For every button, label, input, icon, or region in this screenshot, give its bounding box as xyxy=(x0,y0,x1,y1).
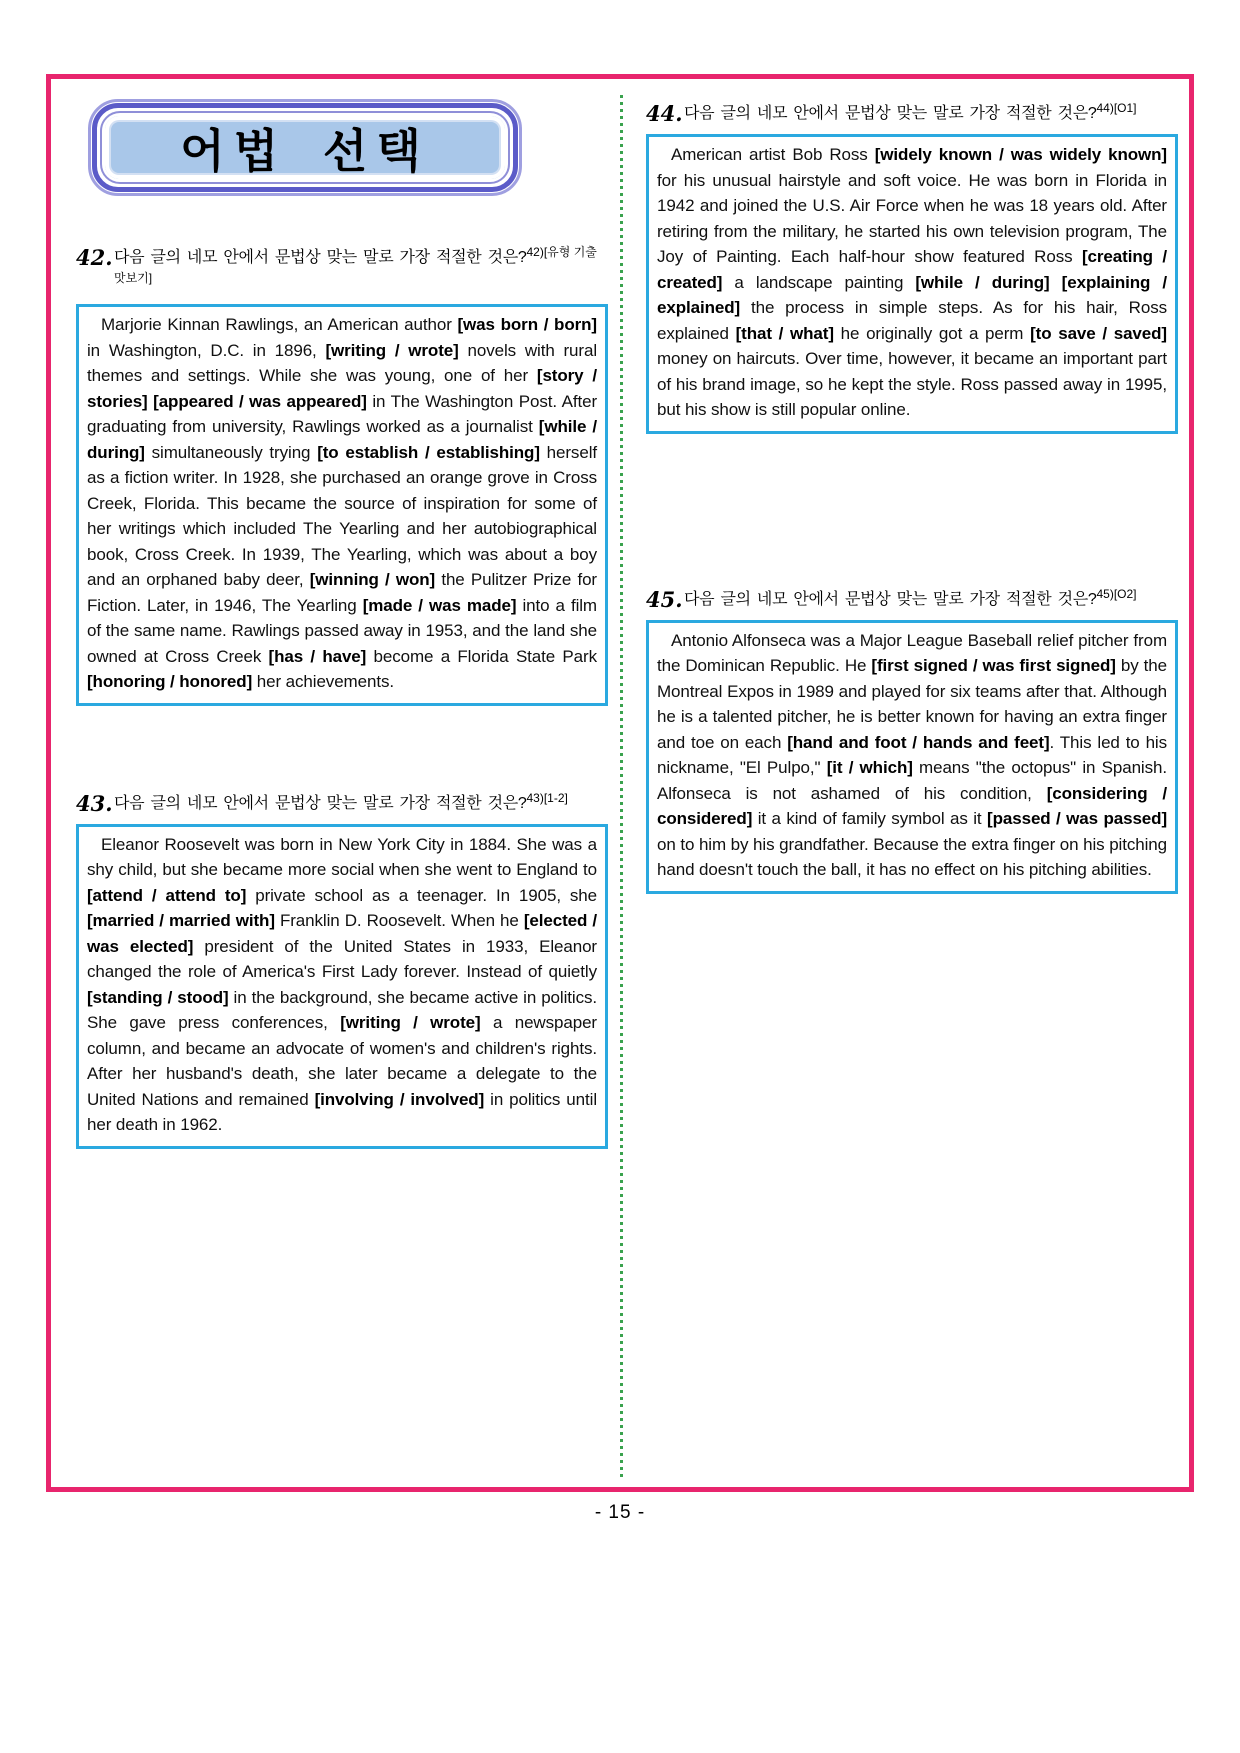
question-45-passage-box xyxy=(646,620,1178,894)
question-45-source-tag: [O2] xyxy=(1113,586,1137,601)
question-44-passage xyxy=(657,142,1167,423)
passage-text-run: into a film of the same name. Rawlings passed away in 1953, and the land she owned at Cross Creek xyxy=(87,595,597,666)
passage-text-run: a landscape painting xyxy=(722,272,916,292)
question-44-source-tag: [O1] xyxy=(1113,101,1137,115)
passage-text-run: it a kind of family symbol as it xyxy=(752,809,988,828)
question-44-header xyxy=(646,101,1178,127)
passage-text-run: in Washington, D.C. in 1896, xyxy=(87,340,326,360)
question-43-number: 43. xyxy=(76,790,113,816)
question-45-number: 45. xyxy=(646,586,683,612)
choice-brackets: [while / during] xyxy=(915,272,1050,292)
question-45-prompt-text: 다음 글의 네모 안에서 문법상 맞는 말로 가장 적절한 것은? xyxy=(684,590,1097,608)
choice-brackets: [creating / created] xyxy=(657,247,1167,292)
passage-text-run: become a Florida State Park xyxy=(366,646,597,666)
passage-text-run: Marjorie Kinnan Rawlings, an American author xyxy=(101,315,458,334)
passage-text-run: the process in simple steps. As for his hair, Ross explained xyxy=(657,298,1167,343)
choice-brackets: [while / during] xyxy=(87,417,597,462)
passage-text-run: her achievements. xyxy=(252,672,394,691)
question-43-prompt xyxy=(114,791,608,817)
left-column xyxy=(76,245,608,1149)
passage-text-run: in politics until her death in 1962. xyxy=(87,1089,597,1134)
question-42-source-tag: [유형 기출 맛보기] xyxy=(114,245,597,285)
passage-text-run: money on haircuts. Over time, however, it became an important part of his brand image, so he kept the style. Ross passed away in 1995, but his show is still popular online. xyxy=(657,349,1167,419)
column-divider xyxy=(620,95,623,1479)
question-44-prompt-text: 다음 글의 네모 안에서 문법상 맞는 말로 가장 적절한 것은? xyxy=(684,105,1097,122)
choice-brackets: [married / married with] xyxy=(87,911,275,930)
choice-brackets: [passed / was passed] xyxy=(987,809,1167,828)
question-42-header xyxy=(76,245,608,297)
question-45-footnote xyxy=(1097,587,1137,601)
question-43-source-tag: [1-2] xyxy=(543,790,568,805)
passage-text-run: in The Washington Post. After graduating from university, Rawlings worked as a journalist xyxy=(87,391,598,436)
passage-text-run xyxy=(1050,273,1062,292)
choice-brackets: [made / was made] xyxy=(362,595,517,615)
question-44-footnote xyxy=(1097,101,1137,115)
title-mid-ring xyxy=(92,103,518,192)
choice-brackets: [considering / considered] xyxy=(657,783,1167,828)
choice-brackets: [widely known / was widely known] xyxy=(874,145,1167,164)
choice-brackets: [that / what] xyxy=(735,323,834,343)
question-42-prompt xyxy=(114,245,608,297)
question-43 xyxy=(76,791,608,1149)
passage-text-run: Eleanor Roosevelt was born in New York City in 1884. She was a shy child, but she became more social when she went to England to xyxy=(87,834,597,879)
question-44-passage-box xyxy=(646,134,1178,434)
question-43-footnote-number: 43) xyxy=(526,790,544,805)
choice-brackets: [attend / attend to] xyxy=(87,885,247,905)
question-44-footnote-number: 44) xyxy=(1096,101,1114,115)
question-42-number: 42. xyxy=(76,245,113,270)
question-43-header xyxy=(76,791,608,817)
question-42 xyxy=(76,245,608,706)
choice-brackets: [honoring / honored] xyxy=(87,672,253,691)
passage-text-run: on to him by his grandfather. Because the extra finger on his pitching hand doesn't touch the ball, it has no effect on his pitching abilities. xyxy=(657,834,1167,879)
choice-brackets: [story / stories] xyxy=(87,366,597,411)
passage-text-run: president of the United States in 1933, Eleanor changed the role of America's First Lady forever. Instead of quietly xyxy=(87,936,597,981)
question-43-passage xyxy=(87,832,597,1138)
question-44-prompt xyxy=(684,101,1178,127)
passage-text-run: a newspaper column, and became an advocate of women's and children's rights. After her husband's death, she later became a delegate to the United Nations and remained xyxy=(87,1013,597,1109)
question-42-footnote-number: 42) xyxy=(526,245,544,259)
question-43-footnote xyxy=(527,791,568,805)
passage-text-run: means "the octopus" in Spanish. Alfonseca is not ashamed of his condition, xyxy=(657,758,1167,803)
choice-brackets: [elected / was elected] xyxy=(87,911,597,956)
passage-text-run: herself as a fiction writer. In 1928, she purchased an orange grove in Cross Creek, Florida. This became the source of inspiration for some of her writings which included The Yearling and her autobiographical book, Cross Creek. In 1939, The Yearling, which was about a boy and an orphaned baby deer, xyxy=(87,442,597,589)
choice-brackets: [to save / saved] xyxy=(1030,323,1167,343)
section-title: 어법 선택 xyxy=(180,124,430,177)
passage-text-run: by the Montreal Expos in 1989 and played for six teams after that. Although he is a talented pitcher, he is better known for having an extra finger and toe on each xyxy=(657,656,1167,752)
section-title-box xyxy=(88,99,522,196)
choice-brackets: [winning / won] xyxy=(309,570,436,589)
passage-text-run: . This led to his nickname, "El Pulpo," xyxy=(657,732,1168,777)
passage-text-run: simultaneously trying xyxy=(144,442,318,462)
title-inner-ring xyxy=(100,111,510,184)
choice-brackets: [appeared / was appeared] xyxy=(153,391,367,411)
choice-brackets: [it / which] xyxy=(826,758,913,777)
choice-brackets: [to establish / establishing] xyxy=(317,442,540,462)
choice-brackets: [standing / stood] xyxy=(87,987,229,1007)
question-42-prompt-text: 다음 글의 네모 안에서 문법상 맞는 말로 가장 적절한 것은? xyxy=(114,249,527,266)
passage-text-run: private school as a teenager. In 1905, she xyxy=(246,885,597,905)
passage-text-run: Franklin D. Roosevelt. When he xyxy=(274,911,524,930)
passage-text-run: for his unusual hairstyle and soft voice. He was born in Florida in 1942 and joined the U.S. Air Force when he was 18 years old. After retiring from the military, he started his own television program, The Joy of Painting. Each half-hour show featured Ross xyxy=(657,170,1167,266)
page-number: - 15 - xyxy=(594,1502,646,1523)
question-44 xyxy=(646,101,1178,434)
question-45-header xyxy=(646,587,1178,613)
passage-text-run: Antonio Alfonseca was a Major League Baseball relief pitcher from the Dominican Republic. He xyxy=(657,630,1167,675)
passage-text-run: he originally got a perm xyxy=(833,323,1031,343)
choice-brackets: [was born / born] xyxy=(457,315,597,334)
question-42-passage xyxy=(87,312,597,695)
question-45-footnote-number: 45) xyxy=(1096,586,1114,601)
choice-brackets: [explaining / explained] xyxy=(657,272,1168,317)
choice-brackets: [writing / wrote] xyxy=(325,340,459,360)
question-45 xyxy=(646,587,1178,894)
title-outer-ring xyxy=(88,99,522,196)
passage-text-run: novels with rural themes and settings. While she was young, one of her xyxy=(87,340,597,385)
choice-brackets: [hand and foot / hands and feet] xyxy=(787,732,1050,752)
right-column xyxy=(646,101,1178,894)
passage-text-run: American artist Bob Ross xyxy=(671,145,875,164)
choice-brackets: [involving / involved] xyxy=(314,1089,485,1109)
choice-brackets: [first signed / was first signed] xyxy=(871,656,1116,675)
passage-text-run: in the background, she became active in politics. She gave press conferences, xyxy=(87,987,597,1032)
question-45-prompt xyxy=(684,587,1178,613)
title-fill xyxy=(105,116,505,179)
question-45-passage xyxy=(657,628,1167,883)
choice-brackets: [has / have] xyxy=(268,646,367,666)
question-44-number: 44. xyxy=(646,101,683,126)
question-43-prompt-text: 다음 글의 네모 안에서 문법상 맞는 말로 가장 적절한 것은? xyxy=(114,794,527,812)
choice-brackets: [writing / wrote] xyxy=(340,1013,481,1032)
question-42-passage-box xyxy=(76,304,608,706)
question-43-passage-box xyxy=(76,824,608,1149)
passage-text-run: the Pulitzer Prize for Fiction. Later, in 1946, The Yearling xyxy=(87,570,597,615)
